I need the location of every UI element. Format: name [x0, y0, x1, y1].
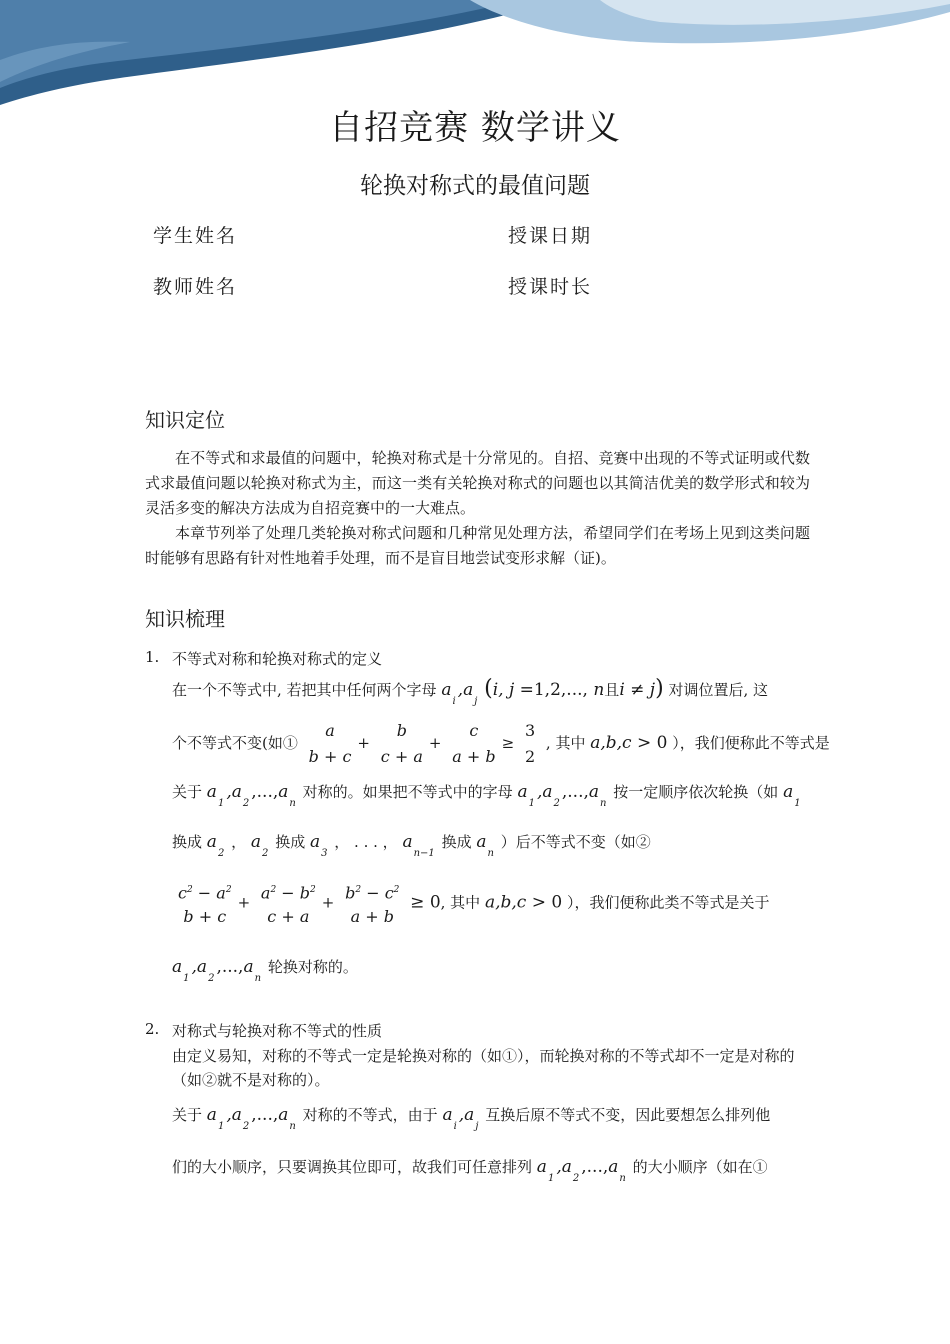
- text-fragment: 换成: [172, 833, 203, 851]
- fraction: $a^2 - b^2$ c + a: [260, 883, 316, 927]
- math-letters: $a_1,a_2,...,a_n$: [206, 1105, 296, 1132]
- fraction: c a + b: [452, 721, 496, 766]
- section-heading-review: 知识梳理: [145, 607, 225, 631]
- text-fragment: 在一个不等式中, 若把其中任何两个字母: [172, 681, 437, 699]
- definition-line: [172, 831, 651, 859]
- math-letters: $a_1,a_2,...,a_n$: [536, 1157, 626, 1184]
- math-letters: $a_i,a_j$: [441, 680, 478, 707]
- definition-line: 个不等式不变(如① a b + c + b c + a + c a + b ≥ 3 2 , 其中 a,b,c > 0 ），我们便称此不等式是: [172, 718, 830, 770]
- math-letter: $a_1$: [783, 782, 801, 809]
- math-letter: $a_n$: [476, 832, 494, 859]
- math-letter: $a_2$: [250, 832, 269, 859]
- fraction: a b + c: [308, 721, 352, 766]
- fraction: $b^2 - c^2$ a + b: [345, 883, 400, 927]
- lesson-date-label: 授课日期: [508, 225, 593, 247]
- property-paragraph: 由定义易知，对称的不等式一定是轮换对称的（如①），而轮换对称的不等式却不一定是对称的（如②就不是对称的）。: [172, 1047, 795, 1089]
- definition-line: [172, 956, 358, 984]
- math-letter: $a_2$: [206, 832, 225, 859]
- definition-line: $c^2 - a^2$ b + c + $a^2 - b^2$ c + a + $b^2 - c^2$ a + b ≥ 0, 其中 a,b,c > 0 ），我们便称此类不等式是关于: [172, 878, 769, 929]
- text-fragment: 的大小顺序（如在①: [632, 1158, 768, 1176]
- section-heading-positioning: 知识定位: [145, 408, 225, 432]
- teacher-name-label: 教师姓名: [153, 276, 238, 298]
- property-line: [172, 1104, 771, 1132]
- text-fragment: 们的大小顺序，只要调换其位即可，故我们可任意排列: [172, 1158, 533, 1176]
- text-fragment: ），我们便称此类不等式是关于: [566, 893, 770, 912]
- math-letters: $a_1,a_2,...,a_n$: [172, 957, 262, 984]
- positioning-paragraph: 本章节列举了处理几类轮换对称式问题和几种常见处理方法，希望同学们在考场上见到这类问题时能够有思路有针对性地着手处理，而不是盲目地尝试变形求解（证)。: [145, 524, 810, 567]
- fraction: b c + a: [380, 721, 423, 766]
- text-fragment: 个不等式不变(如①: [172, 734, 298, 752]
- math-letter: $a_3$: [309, 832, 328, 859]
- math-letters: $a_1,a_2,...,a_n$: [517, 782, 607, 809]
- text-fragment: 换成: [275, 833, 306, 851]
- text-fragment: ， . . . ，: [334, 833, 398, 851]
- text-fragment: 对调位置后, 这: [668, 681, 769, 699]
- page-subtitle: 轮换对称式的最值问题: [360, 173, 590, 199]
- positioning-paragraph: 在不等式和求最值的问题中，轮换对称式是十分常见的。自招、竞赛中出现的不等式证明或代数式求最值问题以轮换对称式为主，而这一类有关轮换对称式的问题也以其简洁优美的数学形式和较为灵活多变的解决方法成为自招竞赛中的一大难点。: [145, 449, 810, 517]
- page-title: 自招竞赛 数学讲义: [329, 108, 621, 148]
- property-line: [172, 1156, 768, 1184]
- item-title: 对称式与轮换对称不等式的性质: [172, 1022, 383, 1040]
- fraction: 3 2: [524, 721, 536, 766]
- text-fragment: 关于: [172, 1106, 203, 1124]
- item-number: 1.: [145, 648, 160, 666]
- student-name-label: 学生姓名: [153, 225, 238, 247]
- math-relation: ≥ 0: [410, 892, 441, 913]
- definition-line: [172, 676, 769, 707]
- text-fragment: , 其中: [440, 893, 481, 912]
- math-letters: $a_1,a_2,...,a_n$: [206, 782, 296, 809]
- math-condition: (i, j =1,2,..., n且i ≠ j): [484, 676, 664, 701]
- math-letters: $a_i,a_j$: [442, 1105, 479, 1132]
- text-fragment: ），我们便称此不等式是: [672, 734, 830, 752]
- math-letter: $a_{n-1}$: [402, 832, 435, 859]
- text-fragment: 按一定顺序依次轮换（如: [613, 783, 779, 801]
- math-condition: a,b,c > 0: [484, 892, 563, 913]
- text-fragment: 换成: [441, 833, 472, 851]
- text-fragment: , 其中: [545, 734, 586, 752]
- text-fragment: 轮换对称的。: [267, 958, 358, 976]
- text-fragment: ，: [231, 833, 247, 851]
- item-number: 2.: [145, 1020, 160, 1038]
- text-fragment: 对称的。如果把不等式中的字母: [302, 783, 513, 801]
- lesson-duration-label: 授课时长: [508, 276, 593, 298]
- text-fragment: 对称的不等式，由于: [302, 1106, 438, 1124]
- text-fragment: 互换后原不等式不变，因此要想怎么排列他: [485, 1106, 771, 1124]
- fraction: $c^2 - a^2$ b + c: [178, 883, 232, 927]
- text-fragment: 关于: [172, 783, 203, 801]
- math-condition: a,b,c > 0: [590, 733, 668, 753]
- text-fragment: ）后不等式不变（如②: [500, 833, 651, 851]
- item-title: 不等式对称和轮换对称式的定义: [172, 650, 383, 668]
- definition-line: [172, 781, 803, 809]
